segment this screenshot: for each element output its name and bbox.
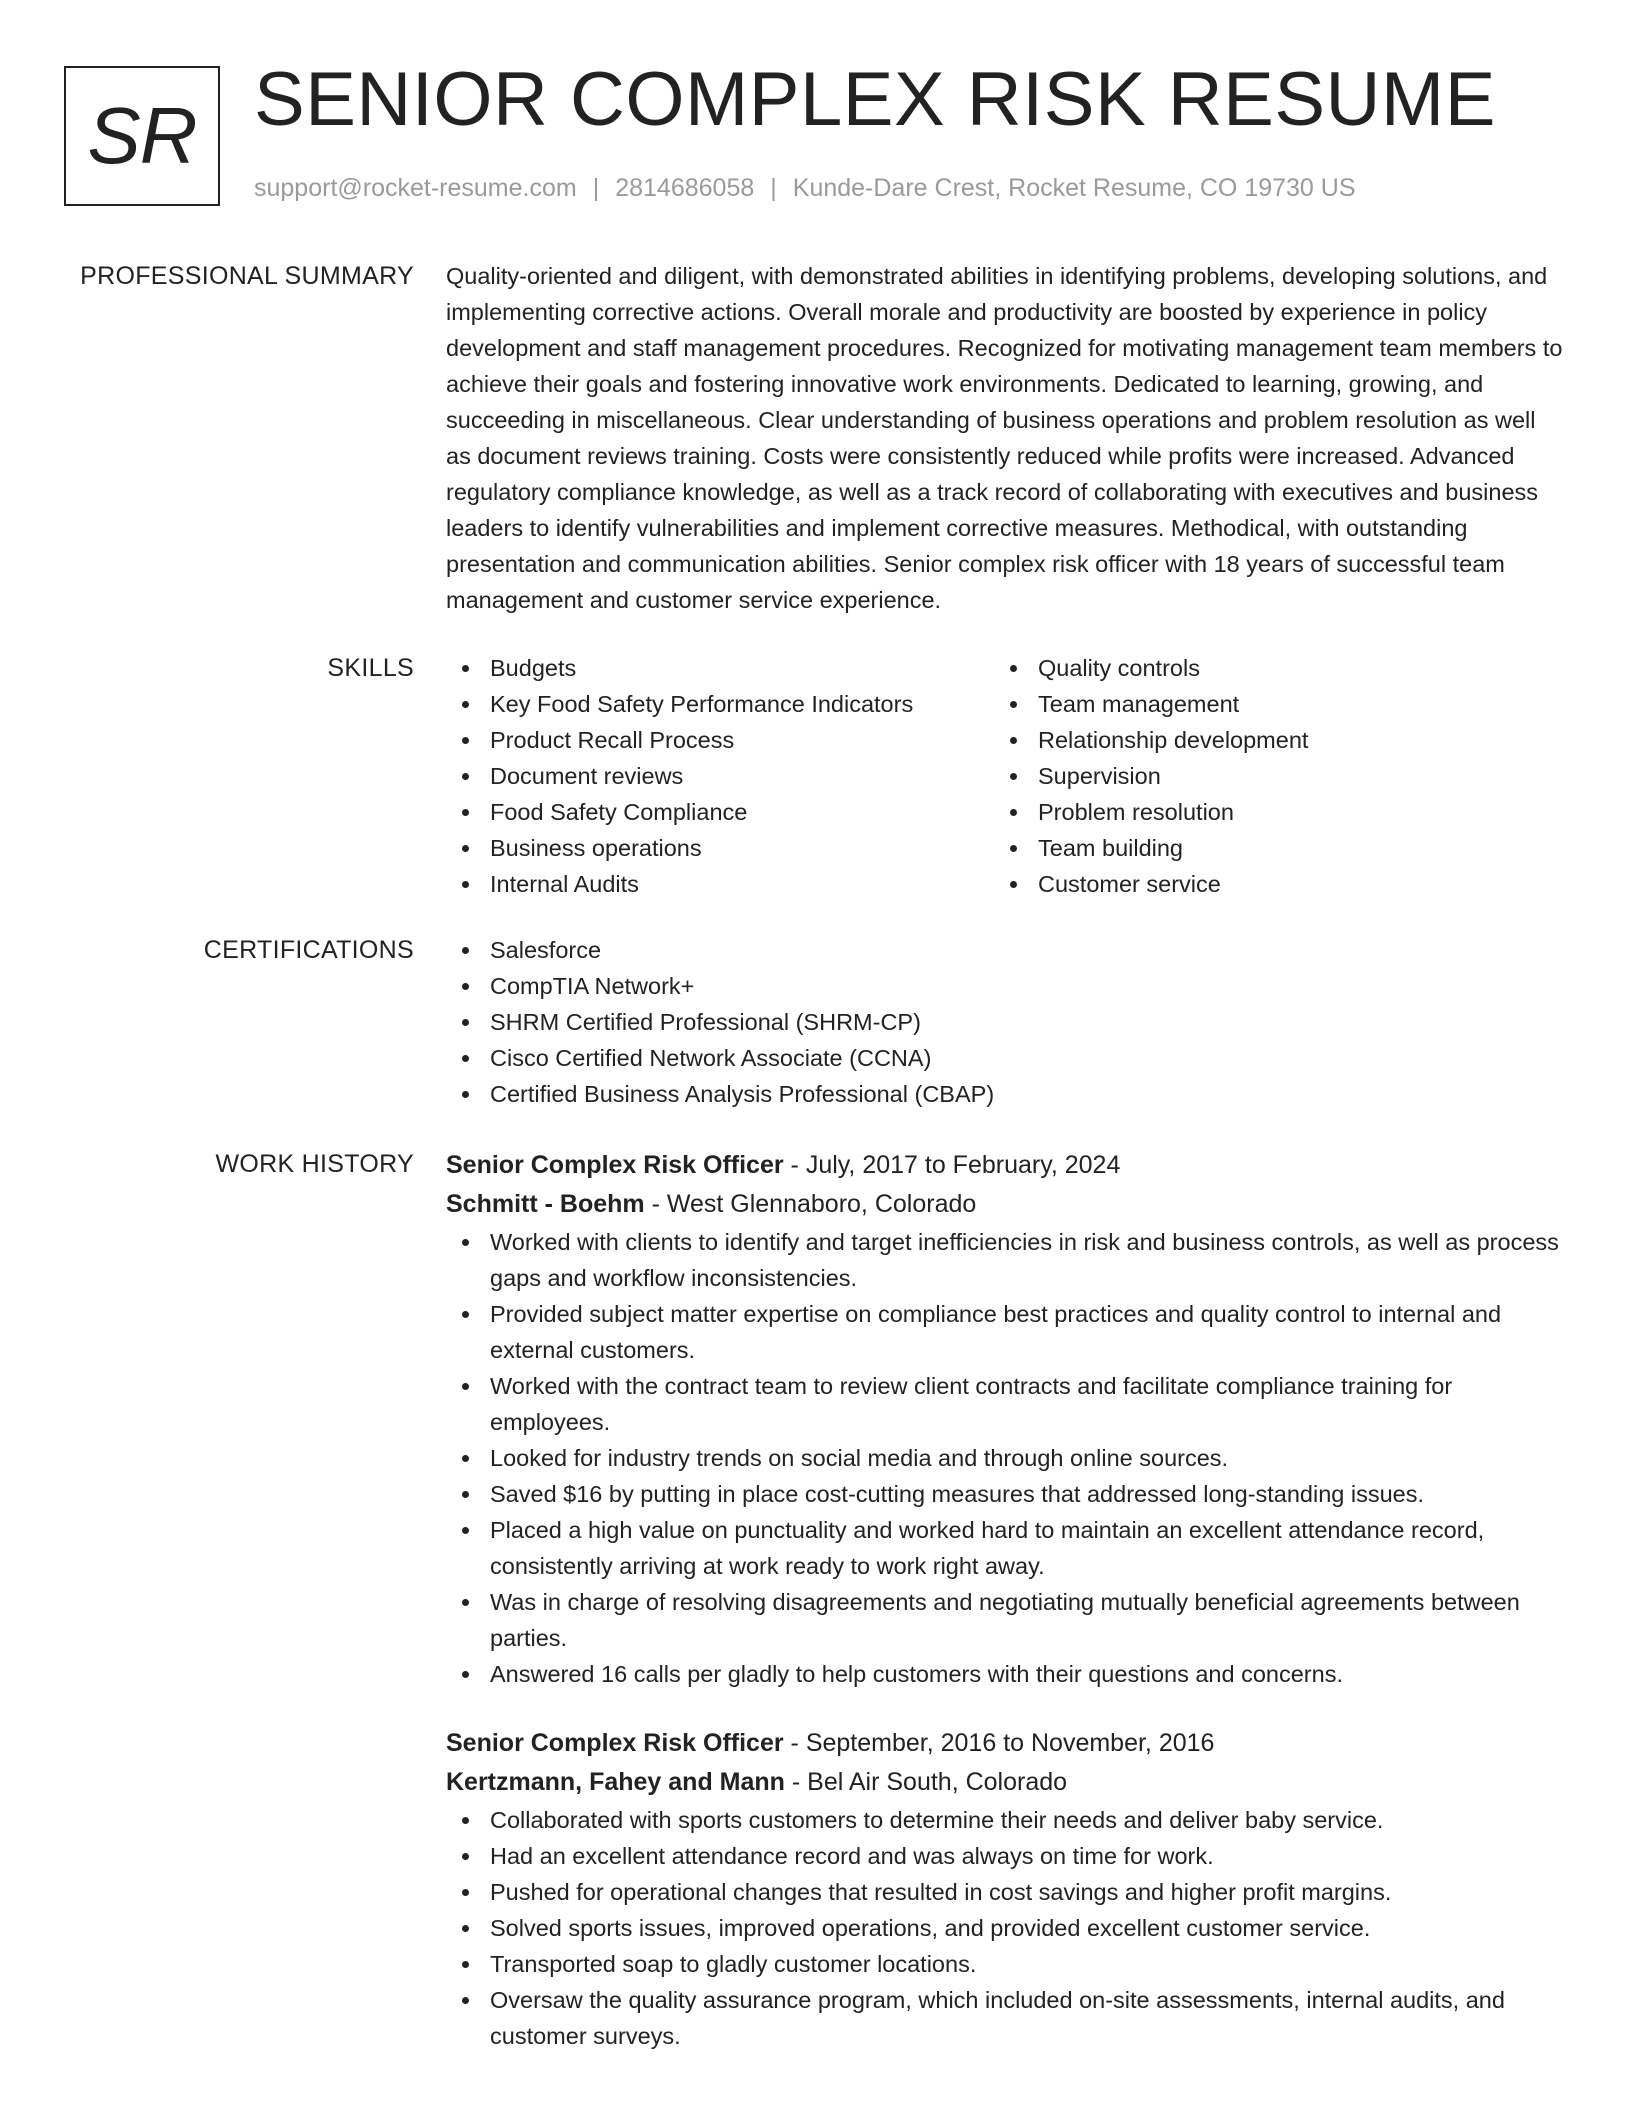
- job-bullets: [446, 1224, 1566, 1692]
- job-entry: [446, 1724, 1566, 2054]
- certification-item: Salesforce: [446, 932, 1566, 968]
- job-bullet: Provided subject matter expertise on compliance best practices and quality control to internal and external customers.: [446, 1296, 1566, 1368]
- job-bullet: Placed a high value on punctuality and worked hard to maintain an excellent attendance record, consistently arriving at work ready to work right away.: [446, 1512, 1566, 1584]
- summary-text: Quality-oriented and diligent, with demonstrated abilities in identifying problems, developing solutions, and implementing corrective actions. Overall morale and productivity are boosted by experience in policy development and staff management procedures. Recognized for motivating management team members to achieve their goals and fostering innovative work environments. Dedicated to learning, growing, and succeeding in miscellaneous. Clear understanding of business operations and problem resolution as well as document reviews training. Costs were consistently reduced while profits were increased. Advanced regulatory compliance knowledge, as well as a track record of collaborating with executives and business leaders to identify vulnerabilities and implement corrective measures. Methodical, with outstanding presentation and communication abilities. Senior complex risk officer with 18 years of successful team management and customer service experience.: [446, 263, 1563, 613]
- summary-heading: PROFESSIONAL SUMMARY: [80, 262, 414, 290]
- job-location: - Bel Air South, Colorado: [784, 1768, 1068, 1796]
- contact-separator: |: [592, 174, 600, 202]
- work-history-heading: WORK HISTORY: [215, 1150, 414, 1178]
- job-company-line: [446, 1763, 1566, 1802]
- skill-item: Supervision: [994, 758, 1542, 794]
- job-bullet: Collaborated with sports customers to determine their needs and deliver baby service.: [446, 1802, 1566, 1838]
- certification-item: CompTIA Network+: [446, 968, 1566, 1004]
- job-bullet: Looked for industry trends on social media and through online sources.: [446, 1440, 1566, 1476]
- job-dates: - September, 2016 to November, 2016: [783, 1729, 1215, 1757]
- skill-item: Budgets: [446, 650, 994, 686]
- skill-item: Internal Audits: [446, 866, 994, 902]
- skill-item: Team management: [994, 686, 1542, 722]
- job-title-line: [446, 1724, 1566, 1763]
- job-bullet: Saved $16 by putting in place cost-cutting measures that addressed long-standing issues.: [446, 1476, 1566, 1512]
- job-bullet: Worked with the contract team to review client contracts and facilitate compliance training for employees.: [446, 1368, 1566, 1440]
- skill-item: Team building: [994, 830, 1542, 866]
- job-title-line: [446, 1146, 1566, 1185]
- monogram-logo: SR: [64, 66, 220, 206]
- job-company-line: [446, 1185, 1566, 1224]
- skill-item: Document reviews: [446, 758, 994, 794]
- job-bullet: Answered 16 calls per gladly to help customers with their questions and concerns.: [446, 1656, 1566, 1692]
- job-bullet: Worked with clients to identify and target inefficiencies in risk and business controls, as well as process gaps and workflow inconsistencies.: [446, 1224, 1566, 1296]
- contact-line: [254, 174, 1356, 203]
- skill-item: Problem resolution: [994, 794, 1542, 830]
- skills-heading: SKILLS: [327, 654, 414, 682]
- contact-phone[interactable]: 2814686058: [615, 174, 755, 202]
- resume-title: SENIOR COMPLEX RISK RESUME: [254, 57, 1496, 142]
- contact-separator: |: [770, 174, 777, 202]
- job-title: Senior Complex Risk Officer: [446, 1151, 784, 1179]
- job-bullets: [446, 1802, 1566, 2054]
- contact-email[interactable]: support@rocket-resume.com: [254, 174, 577, 202]
- skill-item: Business operations: [446, 830, 994, 866]
- job-bullet: Was in charge of resolving disagreements and negotiating mutually beneficial agreements between parties.: [446, 1584, 1566, 1656]
- skill-item: Relationship development: [994, 722, 1542, 758]
- job-company: Schmitt - Boehm: [446, 1190, 645, 1218]
- job-bullet: Pushed for operational changes that resulted in cost savings and higher profit margins.: [446, 1874, 1566, 1910]
- skill-item: Product Recall Process: [446, 722, 994, 758]
- job-title: Senior Complex Risk Officer: [446, 1729, 784, 1757]
- job-bullet: Had an excellent attendance record and was always on time for work.: [446, 1838, 1566, 1874]
- skill-item: Food Safety Compliance: [446, 794, 994, 830]
- skill-item: Key Food Safety Performance Indicators: [446, 686, 994, 722]
- skills-list-left: [446, 650, 994, 902]
- certification-item: Certified Business Analysis Professional (CBAP): [446, 1076, 1566, 1112]
- job-entry: [446, 1146, 1566, 1692]
- skill-item: Quality controls: [994, 650, 1542, 686]
- job-location: - West Glennaboro, Colorado: [644, 1190, 977, 1218]
- job-bullet: Oversaw the quality assurance program, which included on-site assessments, internal audits, and customer surveys.: [446, 1982, 1566, 2054]
- certifications-list: [446, 932, 1566, 1112]
- job-company: Kertzmann, Fahey and Mann: [446, 1768, 785, 1796]
- job-bullet: Transported soap to gladly customer locations.: [446, 1946, 1566, 1982]
- skills-list-right: [994, 650, 1542, 902]
- certification-item: SHRM Certified Professional (SHRM-CP): [446, 1004, 1566, 1040]
- certification-item: Cisco Certified Network Associate (CCNA): [446, 1040, 1566, 1076]
- contact-address: Kunde-Dare Crest, Rocket Resume, CO 19730 US: [792, 174, 1356, 202]
- job-bullet: Solved sports issues, improved operations, and provided excellent customer service.: [446, 1910, 1566, 1946]
- certifications-heading: CERTIFICATIONS: [203, 936, 414, 964]
- job-dates: - July, 2017 to February, 2024: [783, 1151, 1121, 1179]
- skill-item: Customer service: [994, 866, 1542, 902]
